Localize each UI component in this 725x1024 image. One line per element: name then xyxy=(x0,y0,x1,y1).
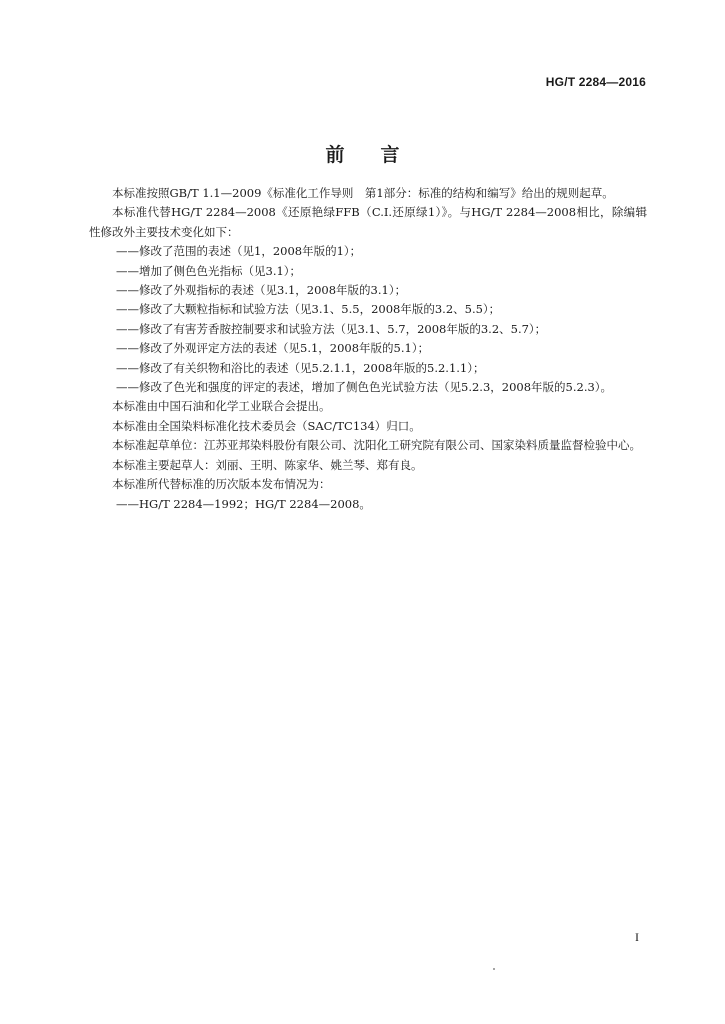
change-item: ——修改了有关织物和浴比的表述（见5.2.1.1，2008年版的5.2.1.1）； xyxy=(116,360,485,375)
page-title: 前言 xyxy=(325,144,436,166)
paragraph-drafters: 本标准主要起草人：刘丽、王明、陈家华、姚兰琴、郑有良。 xyxy=(112,457,423,472)
change-item: ——修改了大颗粒指标和试验方法（见3.1、5.5，2008年版的3.2、5.5）； xyxy=(116,302,501,317)
paragraph-proposer: 本标准由中国石油和化学工业联合会提出。 xyxy=(112,399,331,414)
paragraph-drafting-units: 本标准起草单位：江苏亚邦染料股份有限公司、沈阳化工研究院有限公司、国家染料质量监督检验中心。 xyxy=(112,438,641,453)
standard-code: HG/T 2284—2016 xyxy=(545,75,646,89)
change-item: ——修改了色光和强度的评定的表述，增加了侧色色光试验方法（见5.2.3，2008年版的5.2.3）。 xyxy=(116,380,613,395)
change-item: ——修改了有害芳香胺控制要求和试验方法（见3.1、5.7，2008年版的3.2、5.7）； xyxy=(116,321,547,336)
change-item: ——修改了外观指标的表述（见3.1，2008年版的3.1）； xyxy=(116,283,407,298)
foreword-body xyxy=(89,184,647,514)
paragraph-drafting-rule: 本标准按照GB/T 1.1—2009《标准化工作导则 第1部分：标准的结构和编写》给出的规则起草。 xyxy=(112,186,614,200)
change-item: ——增加了侧色色光指标（见3.1）； xyxy=(116,263,302,278)
change-item: ——修改了外观评定方法的表述（见5.1，2008年版的5.1）； xyxy=(116,341,430,356)
paragraph-replacement: 本标准代替HG/T 2284—2008《还原艳绿FFB（C.I.还原绿1）》。与HG/T 2284—2008相比，除编辑性修改外主要技术变化如下： xyxy=(89,205,647,239)
paragraph-history-intro: 本标准所代替标准的历次版本发布情况为： xyxy=(112,477,331,492)
change-item: ——修改了范围的表述（见1，2008年版的1）； xyxy=(116,244,362,259)
paragraph-committee: 本标准由全国染料标准化技术委员会（SAC/TC134）归口。 xyxy=(112,418,421,433)
history-item: ——HG/T 2284—1992；HG/T 2284—2008。 xyxy=(116,496,371,511)
page-number: I xyxy=(635,930,639,944)
scan-speck xyxy=(493,968,495,970)
